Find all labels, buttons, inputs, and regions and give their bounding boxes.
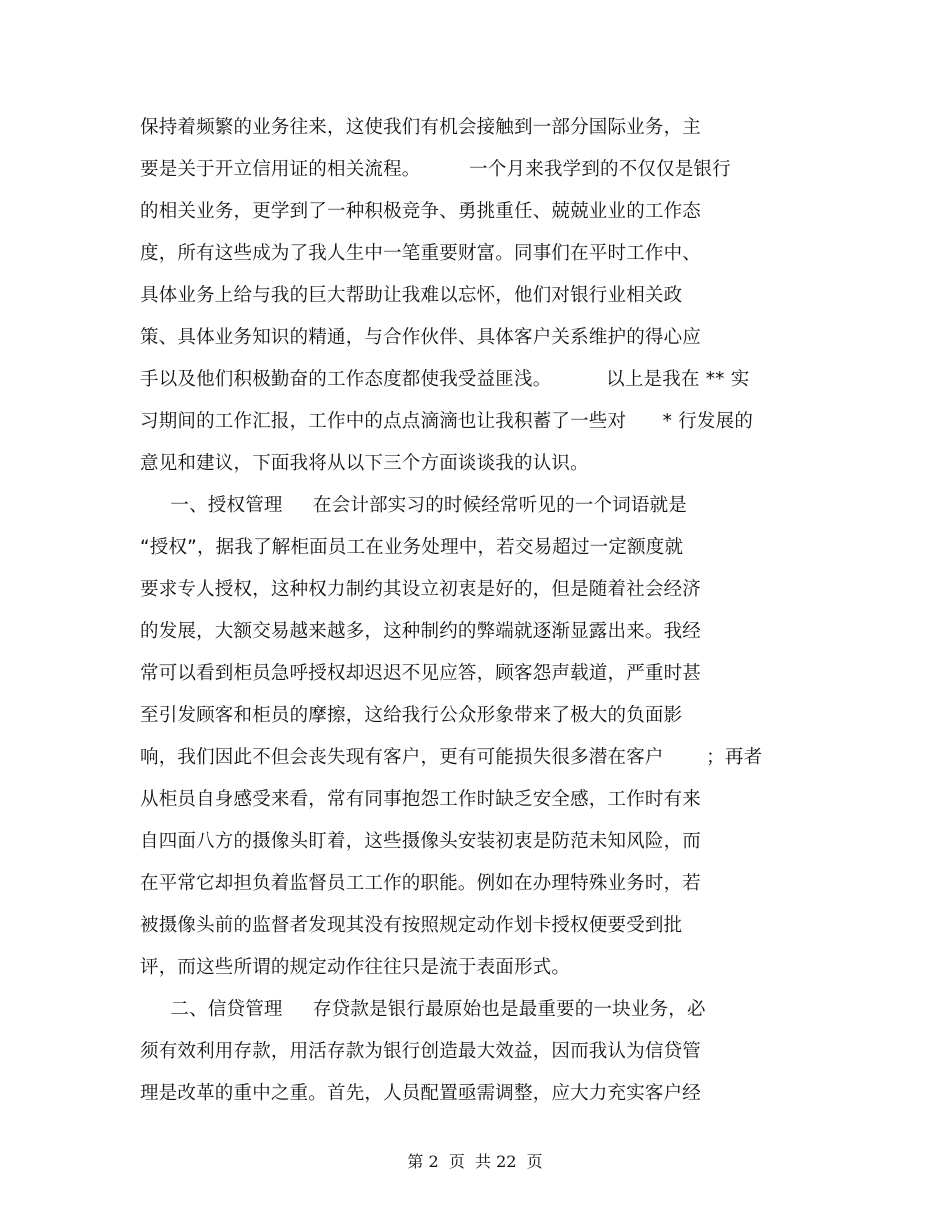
text-line: 常可以看到柜员急呼授权却迟迟不见应答，顾客怨声载道，严重时甚 bbox=[140, 663, 702, 684]
text-line: 要是关于开立信用证的相关流程。 一个月来我学到的不仅仅是银行 bbox=[140, 159, 731, 180]
text-line: 策、具体业务知识的精通，与合作伙伴、具体客户关系维护的得心应 bbox=[140, 327, 702, 348]
section-heading-line: 一、授权管理 在会计部实习的时候经常听见的一个词语就是 bbox=[140, 495, 688, 516]
text-line: 度，所有这些成为了我人生中一笔重要财富。同事们在平时工作中、 bbox=[140, 243, 702, 264]
text-line: 意见和建议，下面我将从以下三个方面谈谈我的认识。 bbox=[140, 453, 589, 474]
body-text bbox=[140, 114, 840, 1122]
text-line: 习期间的工作汇报，工作中的点点滴滴也让我积蓄了一些对 * 行发展的 bbox=[140, 411, 754, 432]
text-line: 须有效利用存款，用活存款为银行创造最大效益，因而我认为信贷管 bbox=[140, 1041, 702, 1062]
section-heading-line: 二、信贷管理 存贷款是银行最原始也是最重要的一块业务，必 bbox=[140, 999, 706, 1020]
text-line: 手以及他们积极勤奋的工作态度都使我受益匪浅。 以上是我在 ** 实 bbox=[140, 369, 750, 390]
text-line: 具体业务上给与我的巨大帮助让我难以忘怀，他们对银行业相关政 bbox=[140, 285, 683, 306]
text-line: “授权”，据我了解柜面员工在业务处理中，若交易超过一定额度就 bbox=[140, 537, 684, 558]
text-line: 的发展，大额交易越来越多，这种制约的弊端就逐渐显露出来。我经 bbox=[140, 621, 702, 642]
text-line: 被摄像头前的监督者发现其没有按照规定动作划卡授权便要受到批 bbox=[140, 915, 683, 936]
page-number-footer: 第 2 页 共 22 页 bbox=[407, 1152, 543, 1171]
text-line: 的相关业务，更学到了一种积极竞争、勇挑重任、兢兢业业的工作态 bbox=[140, 201, 702, 222]
text-line: 从柜员自身感受来看，常有同事抱怨工作时缺乏安全感，工作时有来 bbox=[140, 789, 702, 810]
text-line: 保持着频繁的业务往来，这使我们有机会接触到一部分国际业务，主 bbox=[140, 117, 702, 138]
text-line: 理是改革的重中之重。首先，人员配置亟需调整，应大力充实客户经 bbox=[140, 1083, 702, 1104]
text-line: 评，而这些所谓的规定动作往往只是流于表面形式。 bbox=[140, 957, 571, 978]
text-line: 响，我们因此不但会丧失现有客户，更有可能损失很多潜在客户 ；再者 bbox=[140, 747, 763, 768]
text-line: 自四面八方的摄像头盯着，这些摄像头安装初衷是防范未知风险，而 bbox=[140, 831, 702, 852]
text-line: 在平常它却担负着监督员工工作的职能。例如在办理特殊业务时，若 bbox=[140, 873, 702, 894]
text-line: 至引发顾客和柜员的摩擦，这给我行公众形象带来了极大的负面影 bbox=[140, 705, 683, 726]
text-line: 要求专人授权，这种权力制约其设立初衷是好的，但是随着社会经济 bbox=[140, 579, 702, 600]
